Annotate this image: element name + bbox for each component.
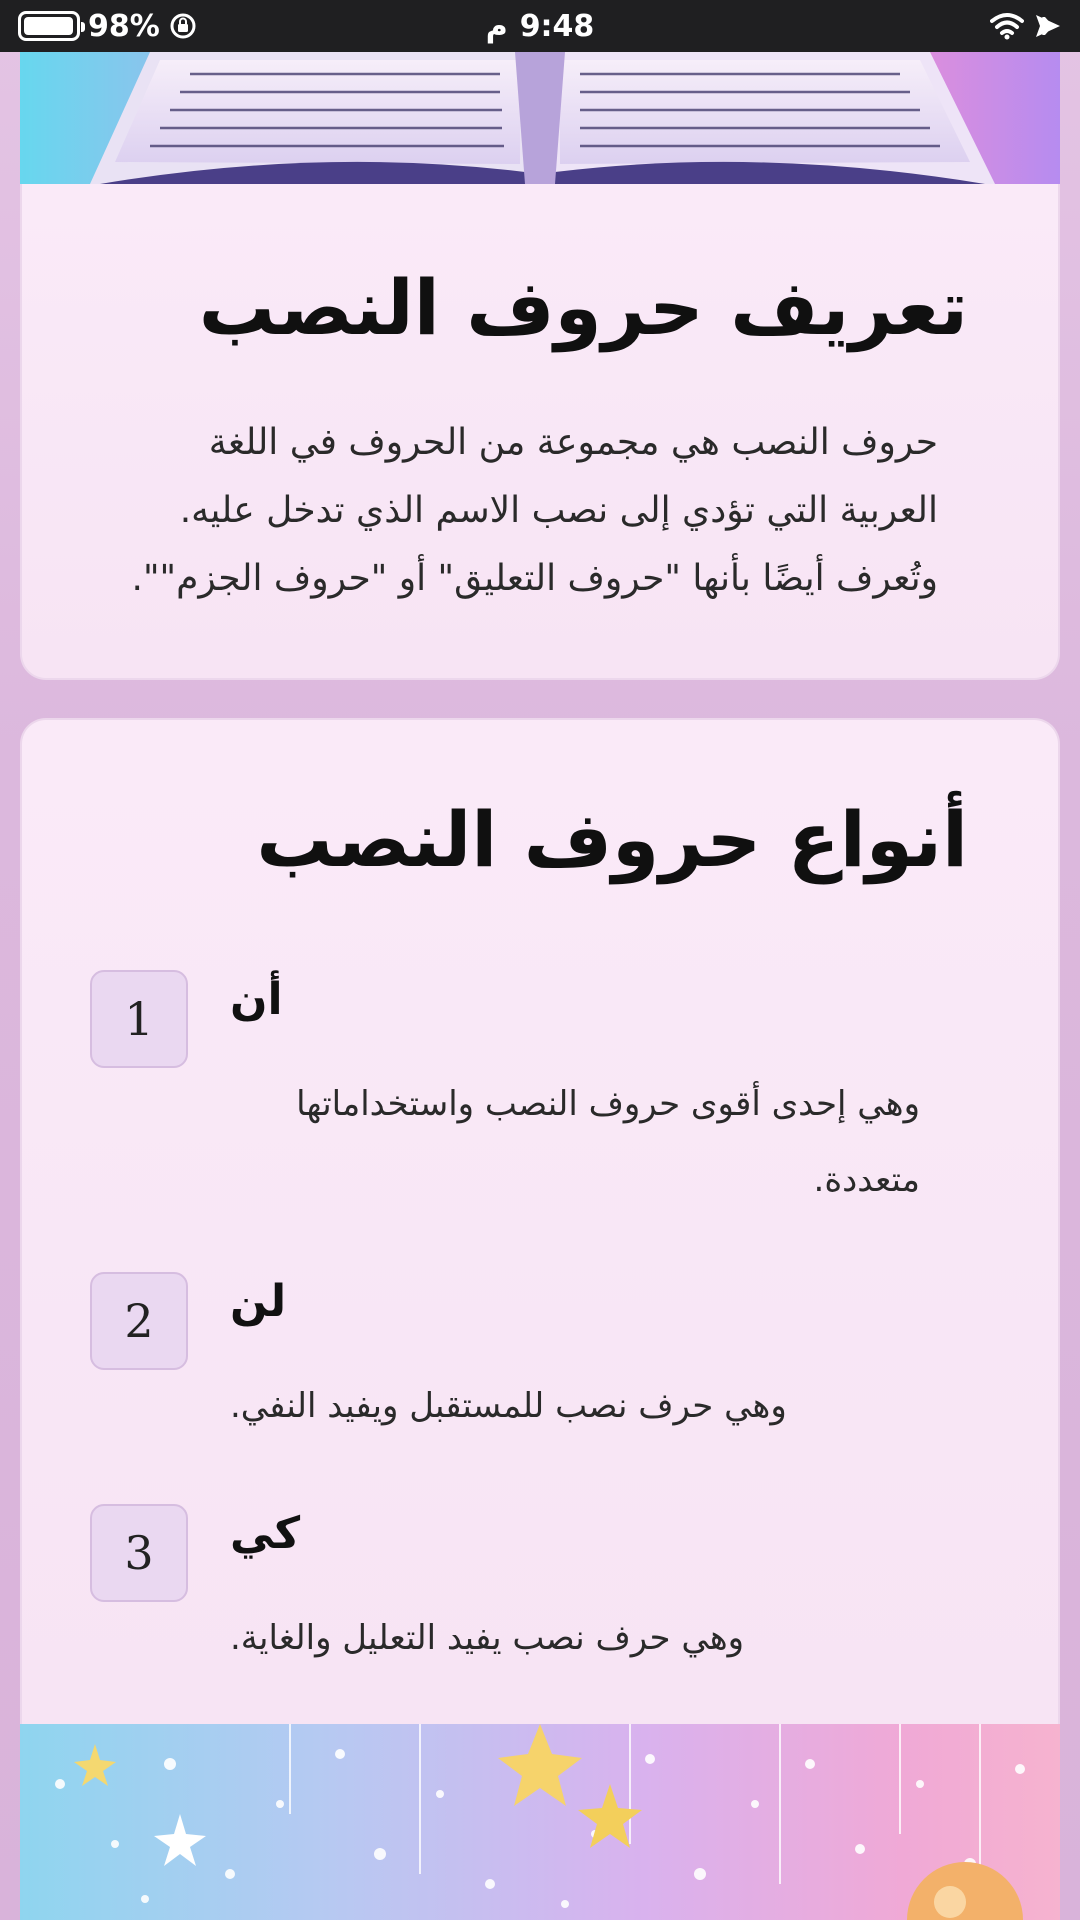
status-right bbox=[990, 11, 1062, 41]
battery-fill bbox=[24, 17, 73, 35]
number-badge: 1 bbox=[90, 970, 188, 1068]
type-item bbox=[22, 1504, 1058, 1704]
battery-percent: 98% bbox=[88, 8, 160, 44]
orientation-lock-icon bbox=[168, 11, 198, 41]
definition-text: حروف النصب هي مجموعة من الحروف في اللغة العربية التي تؤدي إلى نصب الاسم الذي تدخل عليه. وتُعرف أيضًا بأنها "حروف التعليق" أو "حروف الجزم"". bbox=[131, 422, 938, 599]
type-item bbox=[22, 970, 1058, 1200]
airplane-icon bbox=[1032, 11, 1062, 41]
status-clock bbox=[486, 9, 595, 44]
battery-icon bbox=[18, 11, 80, 41]
type-title: كي bbox=[230, 1508, 301, 1559]
type-description: وهي حرف نصب للمستقبل ويفيد النفي. bbox=[230, 1386, 787, 1426]
status-time: 9:48 bbox=[519, 8, 595, 44]
type-title: أن bbox=[230, 974, 283, 1025]
number-badge: 2 bbox=[90, 1272, 188, 1370]
number-badge: 3 bbox=[90, 1504, 188, 1602]
definition-card bbox=[20, 184, 1060, 680]
status-period: م bbox=[485, 8, 508, 44]
wifi-icon bbox=[990, 12, 1024, 40]
book-image bbox=[20, 52, 1060, 184]
status-bar bbox=[0, 0, 1080, 52]
type-description: وهي إحدى أقوى حروف النصب واستخداماتها متعددة. bbox=[296, 1084, 920, 1200]
types-card bbox=[20, 718, 1060, 1728]
type-title: لن bbox=[230, 1276, 287, 1327]
type-item bbox=[22, 1272, 1058, 1472]
type-description: وهي حرف نصب يفيد التعليل والغاية. bbox=[230, 1618, 745, 1658]
status-left bbox=[14, 9, 198, 44]
definition-title: تعريف حروف النصب bbox=[198, 263, 968, 352]
stars-image bbox=[20, 1724, 1060, 1920]
types-title: أنواع حروف النصب bbox=[256, 795, 968, 884]
